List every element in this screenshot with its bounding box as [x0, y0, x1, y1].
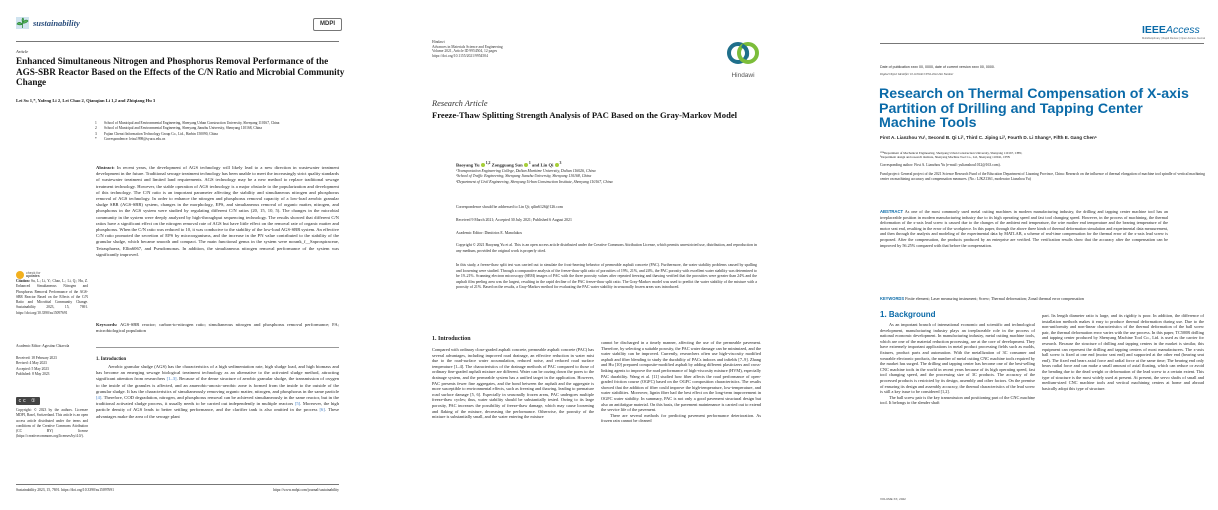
date-accepted: Accepted: 5 May 2023 [16, 366, 49, 371]
paragraph: There are several methods for predicting pavement performance deterioration. As frozen rain cannot be cleaned [601, 412, 761, 424]
orcid-icon[interactable] [481, 163, 485, 167]
reference-link[interactable]: [1–3] [166, 376, 177, 382]
doi-line: Digital Object Identifier 10.1109/ACCESS.2022.Doi Number [880, 72, 954, 76]
paper-page-hindawi [420, 0, 810, 510]
article-type: Research Article [432, 99, 488, 108]
academic-editor: Academic Editor: Agostino Chiavola [16, 344, 70, 348]
reference-link[interactable]: [6] [319, 407, 325, 413]
introduction-text [96, 364, 339, 420]
section-divider [96, 347, 339, 348]
intro-text-part: . Moreover, the high particle density of AGS leads to better settling performance, and the clarifier tank is also omitted in the process [96, 401, 340, 413]
abstract-label: Abstract: [96, 165, 115, 170]
affiliation-item: ¹²³⁴Department of Mechanical Engineering, Shenyang Urban Construction University, Shenyang 110167, CHN, [880, 151, 1023, 155]
affiliation-number: 1 [95, 121, 97, 125]
date-published: Published: 8 May 2023 [16, 371, 50, 376]
author-list: First A. Lianzhou Yu¹, Second B. Qi Li², Third C. Jiping Li³, Fourth D. Li Shang⁴, Fifth E. Gang Chen⁵ [880, 135, 1098, 140]
date-received: Received: 18 February 2023 [16, 356, 57, 360]
author-list: Lei Su 1,*, Yafeng Li 2, Lei Chao 2, Qianqian Li 1,2 and Zhiqiang Hu 3 [16, 98, 156, 103]
paper-title: Freeze-Thaw Splitting Strength Analysis of PAC Based on the Gray-Markov Model [432, 110, 738, 120]
abstract: In this study, a freeze-thaw split test was carried out to simulate the frost-heaving behavior of permeable asphalt concrete (PAC). Furthermore, the water stability problems caused by spalling and loosening were studied. Through a comparative analysis of the freeze-thaw split ratio of porosities of 19%, 21%, and 24%, the PAC porosity with excellent water stability was determined to be 19–21%. Scanning electron microscopy (SEM) images of PAC with the three porosity values after repeated freezing and thawing verified that the porosities were greater than 24% and the asphalt film peeling area was the largest, resulting in the rapid decline of the PAC freeze-thaw split ratio. The Gray-Markov model was used to predict the water stability of the mixture with a porosity of 21%. Based on the results, a Gray-Markov method for evaluating the PAC water stability in seasonally frozen areas was introduced. [456, 263, 757, 289]
affiliations [456, 169, 756, 185]
paper-title: Research on Thermal Compensation of X-axis Partition of Drilling and Tapping Center Machine Tools [879, 86, 1189, 131]
hindawi-logo [725, 40, 761, 79]
volume-info: Volume 2021, Article ID 9954504, 12 pages [432, 49, 498, 54]
author-affiliation-index: 3 [559, 161, 562, 165]
paper-page-sustainability [0, 0, 410, 510]
journal-name: sustainability [33, 18, 80, 28]
correspondence: Correspondence should be addressed to Lin Qi; qilin6126@126.com [456, 205, 563, 209]
mdpi-logo: MDPI [313, 18, 342, 31]
footer-citation: Sustainability 2023, 15, 7691. https://doi.org/10.3390/su15097691 [16, 488, 114, 492]
logo-access: Access [1165, 24, 1200, 36]
citation [16, 279, 88, 316]
fund-project: Fund project: General project of the 2021 Science Research Fund of the Education Department of Liaoning Province, China: Research on the influence of thermal elongation of machine tool spindle of vertical machining center on machining accuracy and compensation measures. (No.: LJKZ1361, moderator Lianzhou Yu) [880, 172, 1205, 181]
date-revised: Revised: 4 May 2023 [16, 361, 47, 366]
affiliation-number: 2 [95, 126, 97, 131]
footer-journal-url[interactable]: https://www.mdpi.com/journal/sustainability [273, 488, 339, 492]
affiliation-item: ⁵Department design and research institute, Shenyang Machine Tool Co., Ltd, Shenyang 110041, CHN [880, 155, 1010, 160]
abstract [880, 209, 1168, 248]
citation-text: Su, L.; Li, Y.; Chao, L.; Li, Q.; Hu, Z. Enhanced Simultaneous Nitrogen and Phosphorus Removal Performance of the AGS-SBR Reactor Based on the Effects of the C/N Ratio and Microbial Community Change. Sustainability 2023, 15, 7691. https://doi.org/10.3390/su15097691 [16, 279, 89, 315]
ieee-access-logo [1142, 24, 1200, 36]
intro-text-part: . Therefore, COD degradation, nitrogen, and phosphorus removal can be achieved simultaneously in the same reactor, but in the traditional activated sludge process, it usually needs to be carried out independently in multiple reactors [96, 395, 339, 407]
author-affiliation-index: 1 [528, 161, 531, 165]
publication-date: Date of publication xxxx 00, 0000, date of current version xxxx 00, 0000. [880, 65, 995, 69]
article-type: Article [16, 49, 29, 54]
paper-page-ieee-access [815, 0, 1218, 510]
affiliation-text: School of Municipal and Environmental Engineering, Shenyang Jianzhu University, Shenyang 110168, China [104, 126, 262, 131]
affiliation-text: School of Municipal and Environmental Engineering, Shenyang Urban Construction University, Shenyang 110167, China [104, 121, 280, 125]
journal-meta [432, 40, 503, 58]
affiliation-item [95, 137, 340, 142]
keywords [96, 322, 339, 334]
cc-license-icon: cc ① [16, 397, 40, 405]
intro-text-part: . These advantages make the area of the sewage plant [96, 407, 339, 419]
affiliation-item: ²School of Traffic Engineering, Shenyang Jianzhu University, Shenyang 110168, China [456, 174, 592, 179]
affiliation-item: ¹Transportation Engineering College, Dalian Maritime University, Dalian 116026, China [456, 169, 596, 173]
check-label: check for [26, 270, 41, 275]
doi-link[interactable]: https://doi.org/10.1155/2021/9954504 [432, 53, 488, 58]
footer-divider [16, 484, 339, 485]
logo-tagline: Multidisciplinary | Rapid Review | Open Access Journal [1142, 37, 1206, 40]
background-right-column: part. Its length diameter ratio is large, and its rigidity is poor. In addition, the difference of installation methods makes it easy to produce thermal deformation during use. Due to the non-uniformity and non-linear characteristics of the thermal deformation of the ball screw pair, the thermal deformation error varies with the use process. In this paper, TC500R drilling and tapping center produced by Shenyang Machine Tool Co., Ltd. is used as the carrier for research. Because the structure of drilling and tapping centers in the market is similar, this equipment can represent the drilling and tapping centers of most manufacturers. The x-axis ball screw is fixed at one end (motor seat end) and supported at the other end (bearing seat end). The fixed end bears axial force and radial force at the same time; The bearing end only bears radial force and can make a small amount of axial floating, which can reduce or avoid the bending due to the dead weight or deformation of the lead screw to a certain extent. This type of structure is the most widely used at present. At present, the servo shafts of small and medium-sized CNC machine tools and vertical machining centers at home and abroad basically adopt this type of structure. [1042, 313, 1204, 391]
affiliations [95, 121, 340, 142]
affiliation-text: Fujian Chenxi Information Technology Group Co., Ltd., Harbin 150090, China [104, 131, 218, 136]
author-affiliation-index: 1,2 [485, 161, 491, 165]
affiliation-number: * [95, 136, 97, 141]
orcid-icon[interactable] [555, 163, 559, 167]
abstract [96, 165, 339, 258]
abstract-label: ABSTRACT [880, 209, 904, 214]
orcid-icon[interactable] [524, 163, 528, 167]
section-heading: 1. Introduction [432, 336, 471, 342]
copyright-notice: Copyright: © 2023 by the authors. Licensee MDPI, Basel, Switzerland. This article is an open access article distributed under the terms and conditions of the Creative Commons Attribution (CC BY) license (https://creativecommons.org/licenses/by/4.0/). [16, 408, 88, 439]
affiliations [880, 151, 1180, 160]
affiliation-item: ³Department of Civil Engineering, Shenyang Urban Construction Institute, Shenyang 110167, China [456, 179, 613, 184]
keywords-text: Finite element; Laser measuring instrument; Screw; Thermal deformation; Zonal thermal error compensation [905, 296, 1084, 301]
corresponding-author: Corresponding author: First A. Lianzhou Yu (e-mail: yulianzhou1012@163.com). [880, 163, 1001, 167]
hindawi-rings-icon [725, 40, 761, 66]
logo-ieee: IEEE [1142, 24, 1166, 36]
affiliation-number: 3 [95, 131, 97, 136]
keywords [880, 296, 1205, 301]
keywords-label: KEYWORDS [880, 296, 905, 301]
author-name: and Lin Qi [531, 162, 554, 168]
header-divider [16, 41, 339, 42]
section-heading: 1. Background [880, 310, 936, 319]
keywords-label: Keywords: [96, 322, 118, 327]
intro-text-part: Aerobic granular sludge (AGS) has the characteristics of a high sedimentation rate, high sludge load, and high biomass and has become an emerging sewage biological treatment technology as an alternative to the activated sludge method, attracting significant attention from researchers [96, 364, 339, 382]
hindawi-logo-text: Hindawi [731, 72, 755, 79]
abstract-text: As one of the most commonly used metal cutting machines in modern manufacturing industry, the drilling and tapping center machine tool has an irreplaceable position in modern manufacturing industry due to its high operating speed and fast tool changing speed. However, in the process of machining, the thermal deformation of the x-axis lead screw is caused due to the changes of the ambient end temperature, the wire mother end temperature and the bearing temperature of the motor seat end, resulting in the error of the workpiece. In this paper, through the above three kinds of thermal deformation simulation and experimental data measurement, and then through the analysis and modeling of the experimental data by MATLAB, a scheme of real-time compensation for the thermal error of the x-axis lead screw is proposed. After the compensation, the products produced by an enterprise are verified. The verification results show that the accuracy after the compensation can be improved by 56.25% compared with that before the compensation. [880, 209, 1168, 248]
sustainability-leaf-icon [16, 17, 29, 29]
publication-dates [16, 356, 88, 377]
intro-text-part: . Because of the dense structure of aerobic granular sludge, the transmission of oxygen to the inside of the granules is affected, and an anaerobic-anoxic-aerobic zone is formed from the inside to the outside of the granular sludge. It has the characteristics of simultaneously removing organic matter, nitrogen, and phosphorus in the same particle [96, 376, 339, 394]
paragraph: As an important branch of international economic and scientific and technological development, manufacturing industry plays an irreplaceable role in the process of national economic development. In manufacturing industry, metal cutting machine tools, which are one of the material reduction processing, are at the core of development. They have extremely important applications in metal product processing fields such as molds, fixtures, product parts and automation. With the metallization of 3C consumer and wearable electronic products, the number of metal cutting CNC machine tools required by the market has surged. The drilling and tapping center has become one of the best-selling CNC machine tools in the world in recent years because of its high operating speed, fast tool changing speed, and the processing size of 3C products. The accuracy of the processed products is restricted by its design, assembly and other factors. On the premise of ensuring its design and assembly accuracy, the thermal characteristics of the lead screw is still a key issue to be considered [1,2]. [880, 322, 1035, 395]
citation-label: Citation: [16, 279, 30, 283]
affiliation-text: Correspondence: leisu1998@syucu.edu.cn [104, 136, 166, 141]
academic-editor: Academic Editor: Dimitrios E. Manolakos [456, 231, 523, 235]
keywords-text: AGS-SBR reactor; carbon-to-nitrogen ratio; simultaneous nitrogen and phosphorus removal performance; FA; microbiological population [96, 322, 339, 334]
paragraph: cannot be discharged in a timely manner, affecting the use of the permeable pavement. Therefore, by selecting a suitable porosity, the PAC water damage can be minimized, and the water stability can be improved. Currently, researchers often use high-viscosity modified asphalt and fiber blending to study the durability of PACs indoors and infields [7–9]. Zhang and Hu [10] prepared composite-modified asphalt by adding different plasticizers and cross-linking agents to improve the road performance of high-viscosity mixture (HVM), especially PAC durability. Wang et al. [11] studied how fiber affects the road performance of open-graded friction course (OGFC) based on the OGFC composition characteristics. The results showed that the addition of fiber could improve the high-temperature, low-temperature, and water stabilities. Moreover, lignin fiber had the best effect on the long-term improvement in OGFC water stability. In summary, PAC is not only a good pavement structural design but also an antifatigue material. On this basis, the pavement maintenance is carried out to extend the service life of the pavement. [601, 340, 761, 413]
reference-link[interactable]: [5] [294, 401, 301, 407]
abstract-text: In recent years, the development of AGS technology will likely lead to a new direction in wastewater treatment development in the future. Traditional sewage treatment technology has been unable to meet the increasingly strict quality standards of wastewater treatment and limited land requirements. AGS technology may be a new method to replace traditional sewage treatment technology. However, the stable operation of AGS technology is a major obstacle to the popularization and development of this technology. The C/N ratio is an important parameter affecting the stability and simultaneous nitrogen and phosphorus removal of AGS technology. In order to enhance the nitrogen and phosphorus removal capacity of a low-load aerobic granular sludge SBR (AGS-SBR) system, changes in the morphology, EPS, and simultaneous removal of organic matter, nitrogen, and phosphorus in the AGS system were studied by regulating different C/N ratios (20, 15, 10, 5). The changes in the microbial community in the system were deeply analyzed by high-throughput sequencing technology. The results showed that different C/N ratios have a significant effect on the nitrogen removal rate of AGS but have little effect on the removal rate of organic matter and phosphorus. When the C/N ratio was reduced to 10, it was conducive to the stability of the low-load AGS-SBR system. An effective C/N ratio promoted the secretion of EPS by microorganisms, and the increase in the PN value contributed to the stability of the granular sludge, which became smooth and compact. The main functional genus in the system were norank_f__Saprospiraceae, Tetrasphaera, Ellin6067, and Pseudomonas. In addition, the simultaneous nitrogen removal performance of the system was significantly improved. [96, 165, 339, 257]
author-list [456, 161, 561, 168]
updates-label: updates [26, 274, 40, 279]
reference-link[interactable]: [4] [96, 395, 102, 401]
paper-title: Enhanced Simultaneous Nitrogen and Phosphorus Removal Performance of the AGS-SBR Reactor Based on the Effects of the C/N Ratio and Microbial Community Change [16, 56, 345, 87]
author-name: Baoyang Yu [456, 162, 480, 168]
journal-title: Advances in Materials Science and Engineering [432, 44, 503, 49]
header-divider [880, 43, 1204, 44]
introduction-right-column [601, 340, 761, 424]
paragraph: The ball screw pair is the key transmission and positioning part of the CNC machine tool. It belongs to the slender shaft [880, 394, 1035, 406]
background-left-column [880, 322, 1035, 406]
footer-volume: VOLUME XX, 2022 [880, 497, 906, 501]
publication-dates: Received 9 March 2021; Accepted 30 July 2021; Published 6 August 2021 [456, 218, 572, 222]
section-heading: 1. Introduction [96, 357, 127, 362]
copyright-notice: Copyright © 2021 Baoyang Yu et al. This is an open access article distributed under the Creative Commons Attribution License, which permits unrestricted use, distribution, and reproduction in any medium, provided the original work is properly cited. [456, 243, 757, 253]
publisher-name: Hindawi [432, 40, 445, 44]
introduction-left-column: Compared with ordinary close-graded asphalt concrete, permeable asphalt concrete (PAC) has several advantages, including improved road drainage, an effective reduction in water mist due to the road-surface water accumulation, reduced noise, and reduced road surface temperature [1–4]. The characteristics of the drainage methods of PAC compared to those of ordinary fine-graded asphalt mixture are different. Water can be oozing down the pores to the drainage system, and the permeable system has a unified target in the application. However, PAC presents fewer fine aggregates, and the bond between the asphalt and the aggregate is more susceptible to environmental effects, such as freezing and thawing, leading to premature road surface damage [5, 6]. Especially in seasonally frozen areas, PAC undergoes multiple freeze-thaw cycles; thus, water stability should be substantially tested. Owing to its large porosity, PAC increases the possibility of freeze-thaw damage, which may cause loosening and flaking of the mixture, decreasing the performance. Otherwise, the porosity of the mixture is substantially small, and the water entering the mixture [432, 347, 594, 420]
author-name: Zongguang Sun [491, 162, 523, 168]
